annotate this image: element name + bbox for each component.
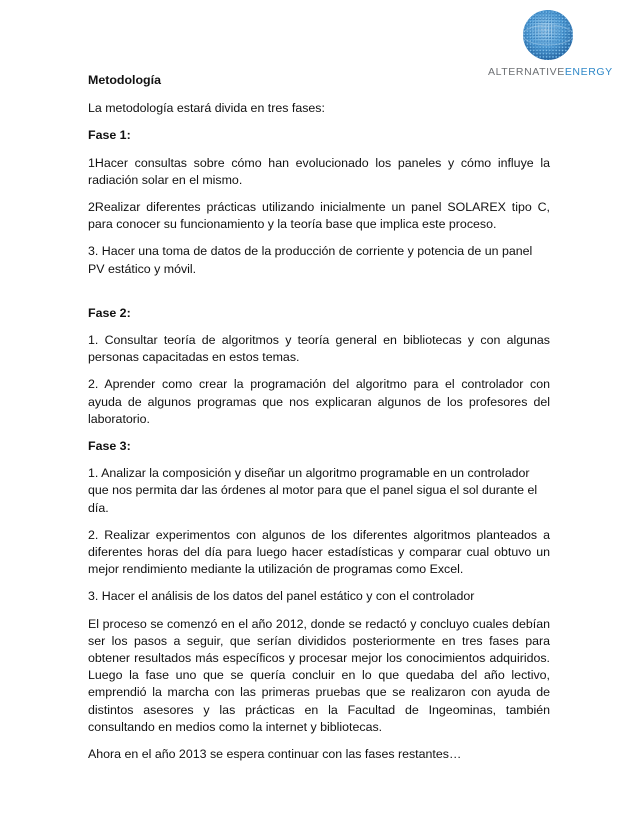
fase1-item-2: 2Realizar diferentes prácticas utilizando inicialmente un panel SOLAREX tipo C, para conocer su funcionamiento y la teoría base que implica este proceso. <box>88 200 550 232</box>
fase3-item-2: 2. Realizar experimentos con algunos de los diferentes algoritmos planteados a diferentes horas del día para luego hacer estadísticas y comparar cual obtuvo un mejor rendimiento mediante la utilización de programas como Excel. <box>88 527 550 577</box>
fase3-item-3: 3. Hacer el análisis de los datos del panel estático y con el controlador <box>88 589 475 604</box>
document-body <box>88 72 550 763</box>
fase3-item-1: 1. Analizar la composición y diseñar un algoritmo programable en un controlador que nos permita dar las órdenes al motor para que el panel sigua el sol durante el día. <box>88 466 538 515</box>
logo-word-alternative: ALTERNATIVE <box>488 66 565 78</box>
fase3-heading: Fase 3: <box>88 439 131 454</box>
fase2-item-1: 1. Consultar teoría de algoritmos y teoría general en bibliotecas y con algunas personas capacitadas en estos temas. <box>88 333 550 365</box>
fase1-heading: Fase 1: <box>88 128 131 143</box>
intro-paragraph: La metodología estará divida en tres fases: <box>88 101 325 116</box>
document-title: Metodología <box>88 73 161 87</box>
final-paragraph: Ahora en el año 2013 se espera continuar con las fases restantes… <box>88 747 462 762</box>
fase2-heading: Fase 2: <box>88 305 131 320</box>
fase1-item-3: 3. Hacer una toma de datos de la producción de corriente y potencia de un panel PV estático y móvil. <box>88 244 533 276</box>
fase2-item-2: 2. Aprender como crear la programación del algoritmo para el controlador con ayuda de algunos programas que nos explicaran algunos de los profesores del laboratorio. <box>88 377 550 426</box>
closing-paragraph: El proceso se comenzó en el año 2012, donde se redactó y concluyo cuales debían ser los pasos a seguir, que serían divididos posteriormente en tres fases para obtener resultados más específicos y procesar mejor los conocimientos adquiridos. Luego la fase uno que se quería concluir en lo que quedaba del año lectivo, emprendió la marcha con las primeras pruebas que se realizaron con ayuda de distintos asesores y las prácticas en la Facultad de Ingeominas, también consultando en medios como la internet y bibliotecas. <box>88 616 550 734</box>
logo-word-energy: ENERGY <box>564 66 613 78</box>
fase1-item-1: 1Hacer consultas sobre cómo han evolucionado los paneles y cómo influye la radiación solar en el mismo. <box>88 155 550 187</box>
globe-icon <box>488 8 633 68</box>
